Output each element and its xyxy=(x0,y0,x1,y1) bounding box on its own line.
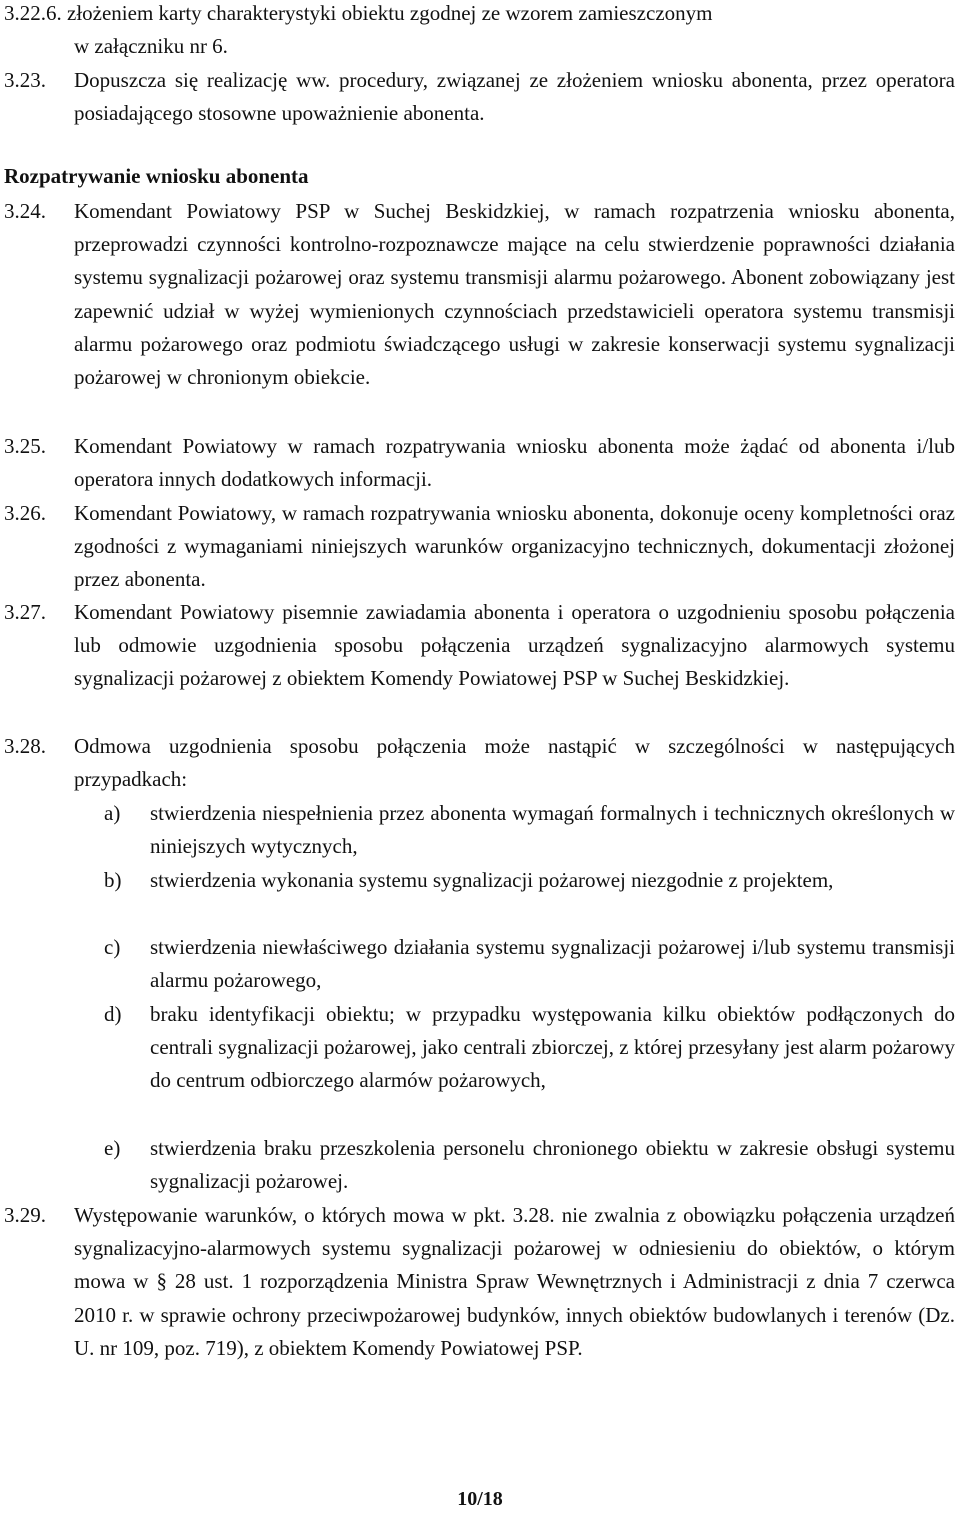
paragraph-text: Komendant Powiatowy pisemnie zawiadamia abonenta i operatora o uzgodnieniu sposobu połączenia lub odmowie uzgodnienia sposobu połączenia urządzeń sygnalizacyjno alarmowych systemu sygnalizacji pożarowej z obiektem Komendy Powiatowej PSP w Suchej Beskidzkiej. xyxy=(74,600,955,691)
list-item-letter: e) xyxy=(104,1136,121,1160)
paragraph-number: 3.23. xyxy=(4,68,46,92)
list-item-e xyxy=(0,1132,955,1198)
list-item-letter: c) xyxy=(104,935,121,959)
paragraph-3-26 xyxy=(0,497,955,597)
list-item-text: stwierdzenia niespełnienia przez abonenta wymagań formalnych i technicznych określonych w niniejszych wytycznych, xyxy=(150,801,955,859)
paragraph-number: 3.26. xyxy=(4,501,46,525)
paragraph-text: Komendant Powiatowy PSP w Suchej Beskidzkiej, w ramach rozpatrzenia wniosku abonenta, przeprowadzi czynności kontrolno-rozpoznawcze mające na celu stwierdzenie poprawności działania systemu sygnalizacji pożarowej oraz systemu transmisji alarmu pożarowego. Abonent zobowiązany jest zapewnić udział w wyżej wymienionych czynnościach przedstawicieli operatora systemu transmisji alarmu pożarowego oraz podmiotu świadczącego usługi w zakresie konserwacji systemu sygnalizacji pożarowej w chronionym obiekcie. xyxy=(74,199,955,390)
list-item-letter: d) xyxy=(104,1002,122,1026)
paragraph-3-28 xyxy=(0,730,955,796)
list-item-c xyxy=(0,931,955,997)
paragraph-number: 3.28. xyxy=(4,734,46,758)
paragraph-number: 3.29. xyxy=(4,1203,46,1227)
list-item-letter: b) xyxy=(104,868,122,892)
paragraph-text: Komendant Powiatowy, w ramach rozpatrywania wniosku abonenta, dokonuje oceny kompletności oraz zgodności z wymaganiami niniejszych warunków organizacyjno technicznych, dokumentacji złożonej przez abonenta. xyxy=(74,501,955,592)
page-number: 10/18 xyxy=(457,1488,503,1510)
paragraph-3-24 xyxy=(0,195,955,394)
list-item-d xyxy=(0,998,955,1098)
paragraph-text: Odmowa uzgodnienia sposobu połączenia może nastąpić w szczególności w następujących przypadkach: xyxy=(74,734,955,792)
paragraph-number: 3.24. xyxy=(4,199,46,223)
list-item-letter: a) xyxy=(104,801,121,825)
list-item-text: stwierdzenia braku przeszkolenia personelu chronionego obiektu w zakresie obsługi systemu sygnalizacji pożarowej. xyxy=(150,1136,955,1194)
paragraph-text: Występowanie warunków, o których mowa w pkt. 3.28. nie zwalnia z obowiązku połączenia urządzeń sygnalizacyjno-alarmowych systemu sygnalizacji pożarowej w odniesieniu do obiektów, o którym mowa w § 28 ust. 1 rozporządzenia Ministra Spraw Wewnętrznych i Administracji z dnia 7 czerwca 2010 r. w sprawie ochrony przeciwpożarowej budynków, innych obiektów budowlanych i terenów (Dz. U. nr 109, poz. 719), z obiektem Komendy Powiatowej PSP. xyxy=(74,1203,955,1360)
paragraph-3-22-6-continuation: w załączniku nr 6. xyxy=(74,34,228,59)
list-item-text: braku identyfikacji obiektu; w przypadku występowania kilku obiektów podłączonych do centrali sygnalizacji pożarowej, jako centrali zbiorczej, z której przesyłany jest alarm pożarowy do centrum odbiorczego alarmów pożarowych, xyxy=(150,1002,955,1093)
paragraph-3-25 xyxy=(0,430,955,496)
paragraph-text: Komendant Powiatowy w ramach rozpatrywania wniosku abonenta może żądać od abonenta i/lub operatora innych dodatkowych informacji. xyxy=(74,434,955,492)
paragraph-3-27 xyxy=(0,596,955,696)
list-item-text: stwierdzenia wykonania systemu sygnalizacji pożarowej niezgodnie z projektem, xyxy=(150,868,834,892)
paragraph-3-22-6-text: 3.22.6. złożeniem karty charakterystyki obiektu zgodnej ze wzorem zamieszczonym xyxy=(4,1,713,25)
list-item-b xyxy=(0,864,955,897)
paragraph-number: 3.25. xyxy=(4,434,46,458)
section-heading: Rozpatrywanie wniosku abonenta xyxy=(4,164,309,188)
list-item-a xyxy=(0,797,955,863)
paragraph-number: 3.27. xyxy=(4,600,46,624)
paragraph-3-29 xyxy=(0,1199,955,1365)
paragraph-3-23 xyxy=(0,64,955,130)
paragraph-3-22-6 xyxy=(0,0,955,63)
paragraph-text: Dopuszcza się realizację ww. procedury, związanej ze złożeniem wniosku abonenta, przez operatora posiadającego stosowne upoważnienie abonenta. xyxy=(74,68,955,126)
list-item-text: stwierdzenia niewłaściwego działania systemu sygnalizacji pożarowej i/lub systemu transmisji alarmu pożarowego, xyxy=(150,935,955,993)
